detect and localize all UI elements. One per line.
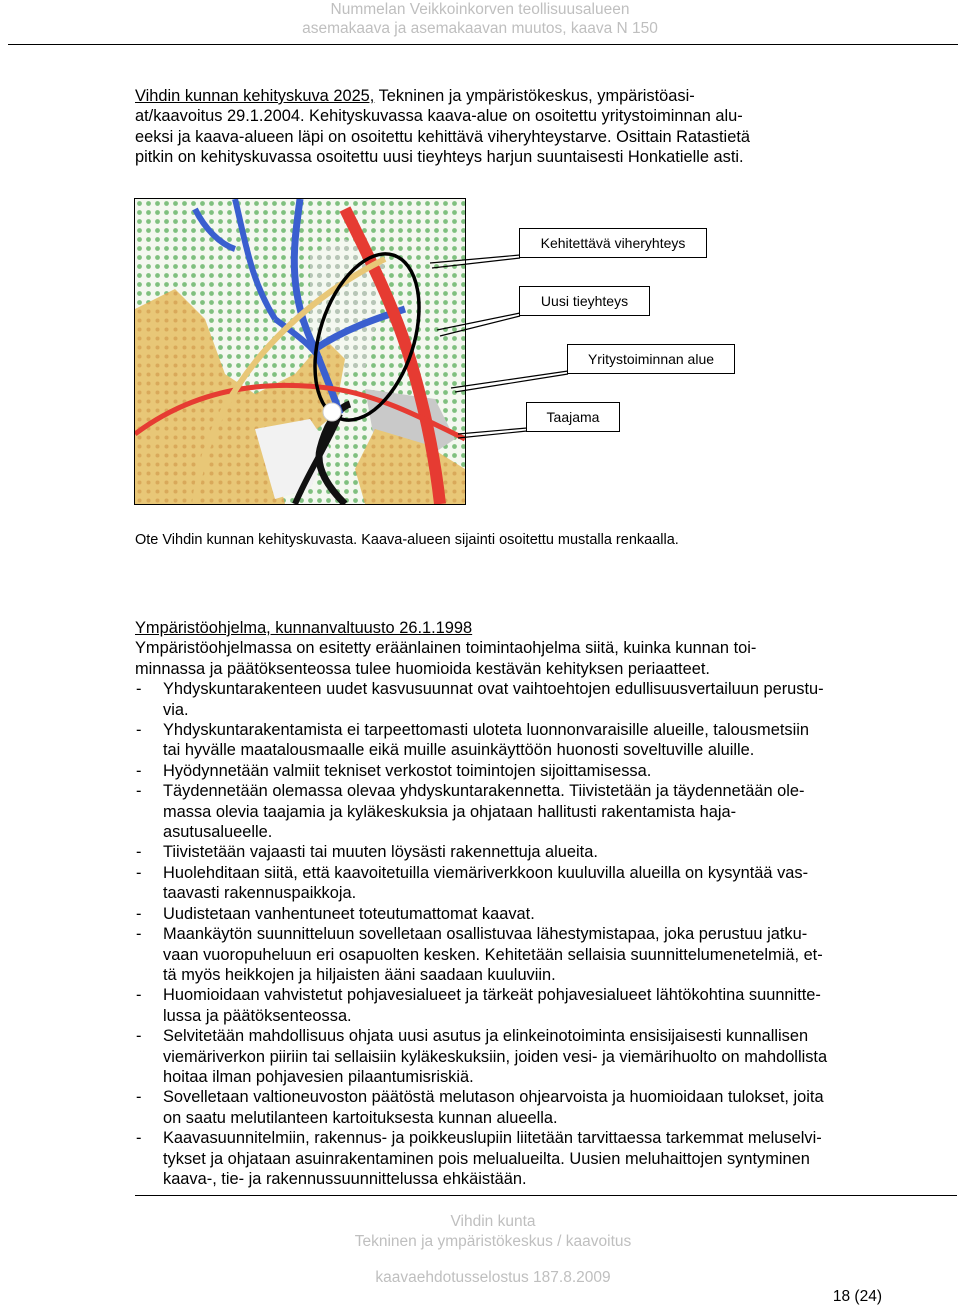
section-intro-line-1: Ympäristöohjelmassa on esitetty eräänlainen toimintaohjelma siitä, kuinka kunnan toi- [135,639,757,658]
footer-doc: kaavaehdotusselostus 187.8.2009 [375,1269,611,1286]
list-item-line: kaava-, tie- ja rakennussuunnittelussa ehkäistään. [163,1169,527,1188]
bullet-list [135,679,875,1189]
list-item-line: - Hyödynnetään valmiit tekniset verkostot toimintojen sijoittamisessa. [163,761,652,780]
list-item-line: taavasti rakennuspaikkoja. [163,884,357,903]
intro-line-1-rest: Tekninen ja ympäristökeskus, ympäristöasi- [374,87,695,105]
list-item-line: - Yhdyskuntarakenteen uudet kasvusuunnat ovat vaihtoehtojen edullisuusvertailuun perustu- [163,680,824,699]
footer-line-2: Tekninen ja ympäristökeskus / kaavoitus [354,1232,632,1250]
map-caption: Ote Vihdin kunnan kehityskuvasta. Kaava-alueen sijainti osoitettu mustalla renkaalla. [135,532,679,548]
list-item-line: viemäriverkon piiriin tai sellaisiin kyläkeskuksiin, joiden vesi- ja viemärihuolto on mahdollista [163,1047,828,1066]
list-item-line: hoitaa ilman pohjavesien pilaantumisriskiä. [163,1067,474,1086]
intro-title: Vihdin kunnan kehityskuva 2025, [135,87,375,105]
list-item [135,863,875,904]
list-item-line: - Kaavasuunnitelmiin, rakennus- ja poikkeuslupiin liitetään tarvittaessa tarkemmat meluselvi- [163,1129,822,1148]
list-item [135,904,875,924]
header-line-1: Nummelan Veikkoinkorven teollisuusalueen [330,1,630,18]
footer-line-1: Vihdin kunta [450,1213,536,1230]
list-item [135,679,875,720]
label-tieyhteys: Uusi tieyhteys [519,286,650,316]
list-item-line: tykset ja ohjataan asuinrakentaminen pois melualueilta. Uusien meluhaittojen syntyminen [163,1149,810,1168]
section-intro-line-2: minnassa ja päätöksenteossa tulee huomioida kestävän kehityksen periaatteet. [135,659,710,678]
list-item-line: asutusalueelle. [163,823,273,842]
list-item [135,761,875,781]
list-item [135,1026,875,1087]
list-item-line: - Selvitetään mahdollisuus ohjata uusi asutus ja elinkeinotoiminta ensisijaisesti kunnallisen [163,1027,809,1046]
list-item-line: on saatu melutilanteen kartoituksesta kunnan alueella. [163,1108,558,1127]
list-item [135,720,875,761]
footer-org [0,1212,960,1251]
list-item [135,781,875,842]
list-item-line: - Sovelletaan valtioneuvoston päätöstä melutason ohjearvoista ja huomioidaan tulokset, joita [163,1088,824,1107]
header-line-2: asemakaava ja asemakaavan muutos, kaava N 150 [302,20,658,37]
label-taajama: Taajama [526,402,620,432]
intro-line-3: eeksi ja kaava-alueen läpi on osoitettu kehittävä viheryhteystarve. Osittain Ratastietä [135,127,750,146]
list-item-line: - Täydennetään olemassa olevaa yhdyskuntarakennetta. Tiivistetään ja täydennetään ole- [163,782,805,801]
list-item-line: - Tiivistetään vajaasti tai muuten löysästi rakennettuja alueita. [163,843,598,862]
list-item-line: vaan vuoropuheluun eri osapuolten kesken. Kehitetään sellaisia suunnittelumenetelmiä, et- [163,945,823,964]
list-item-line: - Maankäytön suunnitteluun sovelletaan osallistuvaa lähestymistapaa, joka perustuu jatku- [163,925,808,944]
label-viheryhteys: Kehitettävä viheryhteys [519,228,707,258]
list-item [135,985,875,1026]
list-item [135,1128,875,1189]
intro-line-4: pitkin on kehityskuvassa osoitettu uusi tieyhteys harjun suuntaisesti Honkatielle asti. [135,148,744,167]
label-yritystoiminta: Yritystoiminnan alue [567,344,735,374]
label-leader-lines [0,0,960,520]
environment-section [135,618,875,1189]
list-item [135,1087,875,1128]
footer-divider [135,1195,957,1196]
section-title: Ympäristöohjelma, kunnanvaltuusto 26.1.1998 [135,619,473,637]
list-item [135,842,875,862]
list-item-line: - Yhdyskuntarakentamista ei tarpeettomasti uloteta luonnonvaraisille alueille, talousmetsiin [163,721,809,740]
list-item-line: tai hyvälle maatalousmaalle eikä muille asuinkäyttöön huonosti soveltuville aluille. [163,741,755,760]
list-item [135,924,875,985]
list-item-line: tä myös heikkojen ja hiljaisten ääni saadaan kuuluviin. [163,965,556,984]
list-item-line: - Uudistetaan vanhentuneet toteutumattomat kaavat. [163,904,535,923]
list-item-line: - Huolehditaan siitä, että kaavoitetuilla viemäriverkkoon kuuluvilla alueilla on kysyntää vas- [163,863,809,882]
list-item-line: - Huomioidaan vahvistetut pohjavesialueet ja tärkeät pohjavesialueet lähtökohtina suunnitte- [163,986,821,1005]
list-item-line: lussa ja päätöksenteossa. [163,1006,352,1025]
page-number: 18 (24) [832,1288,882,1305]
list-item-line: via. [163,700,189,719]
intro-line-2: at/kaavoitus 29.1.2004. Kehityskuvassa kaava-alue on osoitettu yritystoiminnan alu- [135,107,743,126]
list-item-line: massa olevia taajamia ja kyläkeskuksia ja ohjataan hallitusti rakentamista haja- [163,802,737,821]
